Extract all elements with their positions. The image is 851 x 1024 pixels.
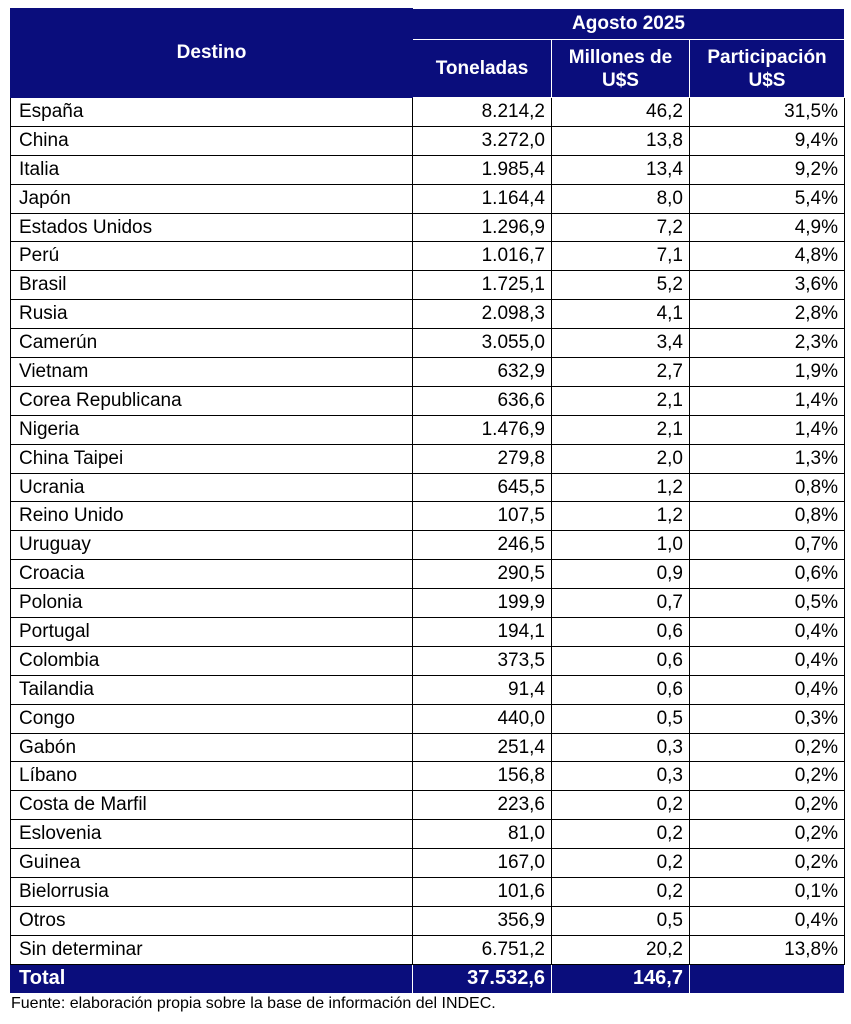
cell-destino: Croacia bbox=[11, 560, 413, 589]
cell-participacion: 4,8% bbox=[690, 242, 845, 271]
cell-destino: Ucrania bbox=[11, 473, 413, 502]
cell-toneladas: 107,5 bbox=[413, 502, 552, 531]
table-body bbox=[11, 98, 845, 965]
cell-destino: Vietnam bbox=[11, 358, 413, 387]
cell-millones: 2,7 bbox=[552, 358, 690, 387]
table-row bbox=[11, 502, 845, 531]
cell-millones: 2,0 bbox=[552, 444, 690, 473]
table-row bbox=[11, 589, 845, 618]
cell-toneladas: 81,0 bbox=[413, 820, 552, 849]
table-row bbox=[11, 329, 845, 358]
cell-toneladas: 246,5 bbox=[413, 531, 552, 560]
cell-toneladas: 251,4 bbox=[413, 733, 552, 762]
cell-destino: Líbano bbox=[11, 762, 413, 791]
source-note: Fuente: elaboración propia sobre la base de información del INDEC. bbox=[11, 995, 496, 1012]
cell-toneladas: 373,5 bbox=[413, 646, 552, 675]
cell-participacion: 0,3% bbox=[690, 704, 845, 733]
cell-destino: Gabón bbox=[11, 733, 413, 762]
table-row bbox=[11, 271, 845, 300]
cell-destino: Japón bbox=[11, 184, 413, 213]
total-toneladas: 37.532,6 bbox=[413, 964, 552, 993]
cell-participacion: 1,9% bbox=[690, 358, 845, 387]
cell-destino: Congo bbox=[11, 704, 413, 733]
cell-millones: 7,2 bbox=[552, 213, 690, 242]
header-participacion: Participación U$S bbox=[690, 40, 845, 98]
table-row bbox=[11, 704, 845, 733]
cell-participacion: 0,2% bbox=[690, 733, 845, 762]
cell-millones: 8,0 bbox=[552, 184, 690, 213]
cell-destino: Portugal bbox=[11, 618, 413, 647]
cell-toneladas: 279,8 bbox=[413, 444, 552, 473]
cell-toneladas: 1.164,4 bbox=[413, 184, 552, 213]
table-row bbox=[11, 560, 845, 589]
cell-toneladas: 645,5 bbox=[413, 473, 552, 502]
cell-destino: Bielorrusia bbox=[11, 878, 413, 907]
cell-participacion: 1,3% bbox=[690, 444, 845, 473]
cell-millones: 0,3 bbox=[552, 762, 690, 791]
cell-participacion: 0,2% bbox=[690, 762, 845, 791]
cell-millones: 7,1 bbox=[552, 242, 690, 271]
table-row bbox=[11, 444, 845, 473]
cell-destino: España bbox=[11, 98, 413, 127]
cell-millones: 1,2 bbox=[552, 502, 690, 531]
cell-toneladas: 6.751,2 bbox=[413, 935, 552, 964]
cell-destino: Sin determinar bbox=[11, 935, 413, 964]
cell-toneladas: 156,8 bbox=[413, 762, 552, 791]
cell-destino: Uruguay bbox=[11, 531, 413, 560]
cell-millones: 0,2 bbox=[552, 849, 690, 878]
cell-participacion: 1,4% bbox=[690, 415, 845, 444]
cell-participacion: 0,4% bbox=[690, 618, 845, 647]
cell-toneladas: 1.476,9 bbox=[413, 415, 552, 444]
cell-toneladas: 194,1 bbox=[413, 618, 552, 647]
cell-destino: Costa de Marfil bbox=[11, 791, 413, 820]
cell-toneladas: 290,5 bbox=[413, 560, 552, 589]
cell-participacion: 3,6% bbox=[690, 271, 845, 300]
cell-destino: China Taipei bbox=[11, 444, 413, 473]
total-participacion bbox=[690, 964, 845, 993]
cell-millones: 0,2 bbox=[552, 791, 690, 820]
cell-millones: 0,7 bbox=[552, 589, 690, 618]
cell-participacion: 5,4% bbox=[690, 184, 845, 213]
cell-participacion: 2,8% bbox=[690, 300, 845, 329]
cell-millones: 1,2 bbox=[552, 473, 690, 502]
cell-participacion: 0,4% bbox=[690, 906, 845, 935]
cell-participacion: 0,1% bbox=[690, 878, 845, 907]
cell-toneladas: 1.725,1 bbox=[413, 271, 552, 300]
cell-destino: Tailandia bbox=[11, 675, 413, 704]
cell-millones: 13,8 bbox=[552, 126, 690, 155]
export-destinations-table bbox=[10, 8, 845, 994]
cell-millones: 3,4 bbox=[552, 329, 690, 358]
cell-participacion: 0,6% bbox=[690, 560, 845, 589]
cell-toneladas: 356,9 bbox=[413, 906, 552, 935]
cell-toneladas: 1.985,4 bbox=[413, 155, 552, 184]
table-row bbox=[11, 878, 845, 907]
table-row bbox=[11, 155, 845, 184]
cell-participacion: 0,8% bbox=[690, 502, 845, 531]
table-row bbox=[11, 300, 845, 329]
header-row-period bbox=[11, 9, 845, 40]
cell-destino: Rusia bbox=[11, 300, 413, 329]
cell-destino: Colombia bbox=[11, 646, 413, 675]
cell-millones: 5,2 bbox=[552, 271, 690, 300]
cell-participacion: 0,2% bbox=[690, 820, 845, 849]
cell-participacion: 0,2% bbox=[690, 791, 845, 820]
table-row bbox=[11, 473, 845, 502]
cell-toneladas: 3.272,0 bbox=[413, 126, 552, 155]
table-row bbox=[11, 618, 845, 647]
table-row bbox=[11, 415, 845, 444]
cell-toneladas: 1.296,9 bbox=[413, 213, 552, 242]
cell-millones: 0,5 bbox=[552, 906, 690, 935]
export-table-container bbox=[10, 8, 845, 994]
cell-participacion: 0,4% bbox=[690, 675, 845, 704]
cell-destino: China bbox=[11, 126, 413, 155]
cell-toneladas: 91,4 bbox=[413, 675, 552, 704]
cell-participacion: 0,7% bbox=[690, 531, 845, 560]
cell-destino: Perú bbox=[11, 242, 413, 271]
total-millones: 146,7 bbox=[552, 964, 690, 993]
cell-participacion: 9,4% bbox=[690, 126, 845, 155]
table-row bbox=[11, 98, 845, 127]
cell-participacion: 0,5% bbox=[690, 589, 845, 618]
cell-destino: Guinea bbox=[11, 849, 413, 878]
cell-toneladas: 223,6 bbox=[413, 791, 552, 820]
table-row bbox=[11, 531, 845, 560]
cell-toneladas: 636,6 bbox=[413, 386, 552, 415]
cell-destino: Eslovenia bbox=[11, 820, 413, 849]
header-millones: Millones de U$S bbox=[552, 40, 690, 98]
cell-destino: Corea Republicana bbox=[11, 386, 413, 415]
cell-millones: 0,5 bbox=[552, 704, 690, 733]
cell-toneladas: 8.214,2 bbox=[413, 98, 552, 127]
table-row bbox=[11, 675, 845, 704]
cell-toneladas: 101,6 bbox=[413, 878, 552, 907]
table-row bbox=[11, 242, 845, 271]
cell-destino: Brasil bbox=[11, 271, 413, 300]
cell-participacion: 0,8% bbox=[690, 473, 845, 502]
table-row bbox=[11, 762, 845, 791]
table-row bbox=[11, 733, 845, 762]
cell-millones: 0,6 bbox=[552, 646, 690, 675]
table-row bbox=[11, 386, 845, 415]
cell-millones: 0,9 bbox=[552, 560, 690, 589]
cell-participacion: 1,4% bbox=[690, 386, 845, 415]
total-label: Total bbox=[11, 964, 413, 993]
header-destino: Destino bbox=[11, 9, 413, 98]
cell-destino: Italia bbox=[11, 155, 413, 184]
cell-destino: Camerún bbox=[11, 329, 413, 358]
cell-participacion: 4,9% bbox=[690, 213, 845, 242]
cell-millones: 1,0 bbox=[552, 531, 690, 560]
cell-toneladas: 167,0 bbox=[413, 849, 552, 878]
table-row bbox=[11, 791, 845, 820]
cell-millones: 46,2 bbox=[552, 98, 690, 127]
cell-millones: 4,1 bbox=[552, 300, 690, 329]
cell-participacion: 2,3% bbox=[690, 329, 845, 358]
cell-millones: 0,3 bbox=[552, 733, 690, 762]
cell-destino: Reino Unido bbox=[11, 502, 413, 531]
table-row bbox=[11, 646, 845, 675]
cell-participacion: 0,2% bbox=[690, 849, 845, 878]
header-period: Agosto 2025 bbox=[413, 9, 845, 40]
cell-millones: 0,6 bbox=[552, 618, 690, 647]
cell-destino: Polonia bbox=[11, 589, 413, 618]
table-row bbox=[11, 213, 845, 242]
cell-millones: 0,2 bbox=[552, 820, 690, 849]
cell-millones: 2,1 bbox=[552, 415, 690, 444]
cell-toneladas: 1.016,7 bbox=[413, 242, 552, 271]
cell-participacion: 0,4% bbox=[690, 646, 845, 675]
cell-participacion: 13,8% bbox=[690, 935, 845, 964]
cell-toneladas: 440,0 bbox=[413, 704, 552, 733]
cell-participacion: 9,2% bbox=[690, 155, 845, 184]
cell-toneladas: 2.098,3 bbox=[413, 300, 552, 329]
table-row bbox=[11, 184, 845, 213]
cell-millones: 2,1 bbox=[552, 386, 690, 415]
table-row bbox=[11, 358, 845, 387]
cell-toneladas: 632,9 bbox=[413, 358, 552, 387]
cell-destino: Estados Unidos bbox=[11, 213, 413, 242]
cell-millones: 0,2 bbox=[552, 878, 690, 907]
cell-toneladas: 3.055,0 bbox=[413, 329, 552, 358]
table-row bbox=[11, 849, 845, 878]
table-row bbox=[11, 935, 845, 964]
cell-millones: 0,6 bbox=[552, 675, 690, 704]
table-row bbox=[11, 126, 845, 155]
total-row bbox=[11, 964, 845, 993]
cell-millones: 13,4 bbox=[552, 155, 690, 184]
cell-destino: Otros bbox=[11, 906, 413, 935]
table-row bbox=[11, 906, 845, 935]
cell-participacion: 31,5% bbox=[690, 98, 845, 127]
header-toneladas: Toneladas bbox=[413, 40, 552, 98]
cell-toneladas: 199,9 bbox=[413, 589, 552, 618]
cell-destino: Nigeria bbox=[11, 415, 413, 444]
cell-millones: 20,2 bbox=[552, 935, 690, 964]
table-row bbox=[11, 820, 845, 849]
